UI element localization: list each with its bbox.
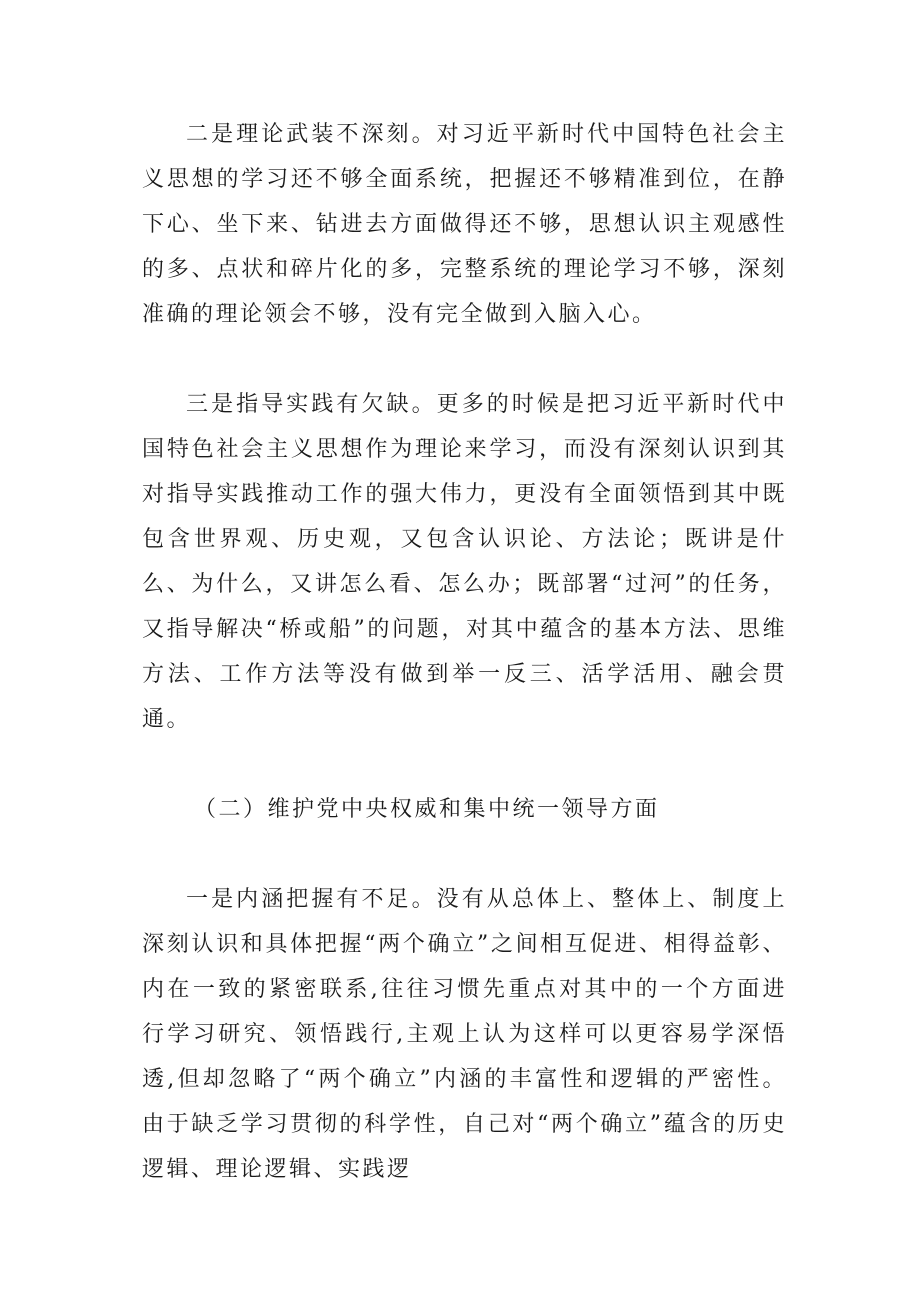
section-heading: （二）维护党中央权威和集中统一领导方面 (194, 797, 660, 822)
paragraph-theory-study: 二是理论武装不深刻。对习近平新时代中国特色社会主义思想的学习还不够全面系统，把握还不够精准到位，在静下心、坐下来、钻进去方面做得还不够，思想认识主观感性的多、点状和碎片化的多，完整系统的理论学习不够，深刻准确的理论领会不够，没有完全做到入脑入心。 (142, 122, 787, 327)
paragraph-connotation-grasp: 一是内涵把握有不足。没有从总体上、整体上、制度上深刻认识和具体把握“两个确立”之间相互促进、相得益彰、内在一致的紧密联系,往往习惯先重点对其中的一个方面进行学习研究、领悟践行,主观上认为这样可以更容易学深悟透,但却忽略了“两个确立”内涵的丰富性和逻辑的严密性。由于缺乏学习贯彻的科学性，自己对“两个确立”蕴含的历史逻辑、理论逻辑、实践逻 (142, 887, 787, 1182)
paragraph-practice-guidance: 三是指导实践有欠缺。更多的时候是把习近平新时代中国特色社会主义思想作为理论来学习，而没有深刻认识到其对指导实践推动工作的强大伟力，更没有全面领悟到其中既包含世界观、历史观，又包含认识论、方法论；既讲是什么、为什么，又讲怎么看、怎么办；既部署“过河”的任务，又指导解决“桥或船”的问题，对其中蕴含的基本方法、思维方法、工作方法等没有做到举一反三、活学活用、融会贯通。 (142, 392, 787, 732)
document-body (142, 112, 787, 1192)
